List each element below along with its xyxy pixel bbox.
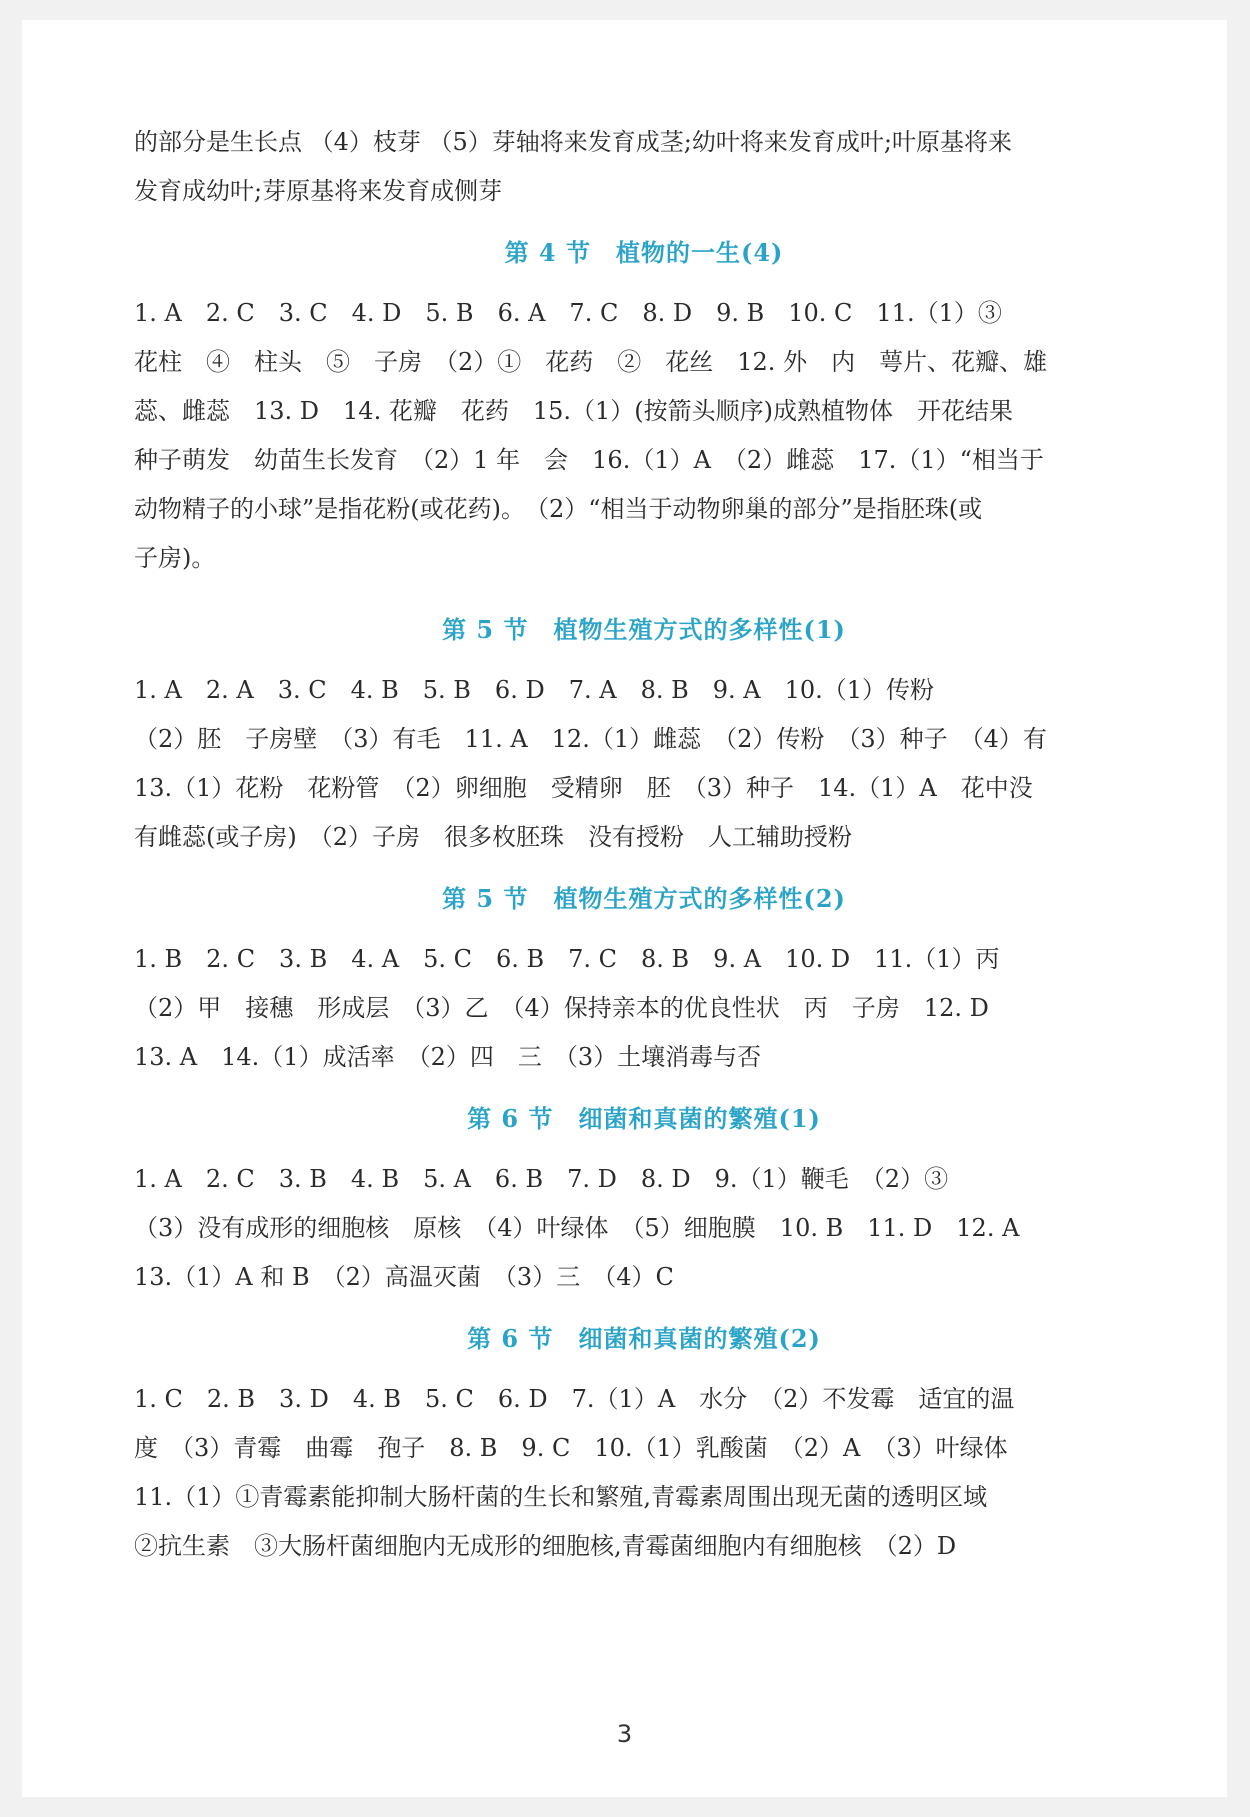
answer-line: 蕊、雌蕊 13. D 14. 花瓣 花药 15.（1）(按箭头顺序)成熟植物体 开花结果	[134, 397, 1013, 425]
section-heading: 第 5 节 植物生殖方式的多样性(1)	[442, 615, 846, 644]
section-5-2	[134, 862, 1154, 1082]
answer-page	[22, 20, 1227, 1797]
answer-line: 动物精子的小球”是指花粉(或花药)。 （2）“相当于动物卵巢的部分”是指胚珠(或	[134, 495, 983, 523]
answer-line: 度 （3）青霉 曲霉 孢子 8. B 9. C 10.（1）乳酸菌 （2）A （3）叶绿体	[134, 1434, 1008, 1462]
intro-paragraph	[134, 118, 1154, 216]
answer-line: 花柱 ④ 柱头 ⑤ 子房 （2）① 花药 ② 花丝 12. 外 内 萼片、花瓣、雄	[134, 348, 1048, 376]
section-heading: 第 4 节 植物的一生(4)	[504, 238, 784, 267]
answer-line: 1. C 2. B 3. D 4. B 5. C 6. D 7.（1）A 水分 （2）不发霉 适宜的温	[134, 1385, 1015, 1413]
answer-line: （2）甲 接穗 形成层 （3）乙 （4）保持亲本的优良性状 丙 子房 12. D	[134, 994, 989, 1022]
section-6-1	[134, 1082, 1154, 1302]
answer-line: 1. A 2. A 3. C 4. B 5. B 6. D 7. A 8. B 9. A 10.（1）传粉	[134, 676, 935, 704]
section-heading: 第 6 节 细菌和真菌的繁殖(2)	[467, 1324, 821, 1353]
page-content	[134, 118, 1154, 1571]
section-heading: 第 5 节 植物生殖方式的多样性(2)	[442, 884, 846, 913]
answer-line: （2）胚 子房壁 （3）有毛 11. A 12.（1）雌蕊 （2）传粉 （3）种子 （4）有	[134, 725, 1047, 753]
answer-line: 种子萌发 幼苗生长发育 （2）1 年 会 16.（1）A （2）雌蕊 17.（1）“相当于	[134, 446, 1044, 474]
answer-line: 1. B 2. C 3. B 4. A 5. C 6. B 7. C 8. B 9. A 10. D 11.（1）丙	[134, 945, 1000, 973]
section-5-1	[134, 593, 1154, 862]
answer-line: ②抗生素 ③大肠杆菌细胞内无成形的细胞核,青霉菌细胞内有细胞核 （2）D	[134, 1532, 957, 1560]
answer-line: 1. A 2. C 3. B 4. B 5. A 6. B 7. D 8. D 9.（1）鞭毛 （2）③	[134, 1165, 949, 1193]
page-number: 3	[616, 1720, 633, 1748]
section-heading: 第 6 节 细菌和真菌的繁殖(1)	[467, 1104, 821, 1133]
answer-line: 11.（1）①青霉素能抑制大肠杆菌的生长和繁殖,青霉素周围出现无菌的透明区域	[134, 1483, 988, 1511]
section-6-2	[134, 1302, 1154, 1571]
answer-line: （3）没有成形的细胞核 原核 （4）叶绿体 （5）细胞膜 10. B 11. D 12. A	[134, 1214, 1020, 1242]
answer-line: 13.（1）A 和 B （2）高温灭菌 （3）三 （4）C	[134, 1263, 674, 1291]
answer-line: 13. A 14.（1）成活率 （2）四 三 （3）土壤消毒与否	[134, 1043, 762, 1071]
answer-line: 13.（1）花粉 花粉管 （2）卵细胞 受精卵 胚 （3）种子 14.（1）A 花中没	[134, 774, 1033, 802]
answer-line: 1. A 2. C 3. C 4. D 5. B 6. A 7. C 8. D 9. B 10. C 11.（1）③	[134, 299, 1002, 327]
text-line: 发育成幼叶;芽原基将来发育成侧芽	[134, 177, 503, 205]
answer-line: 子房)。	[134, 544, 216, 572]
answer-line: 有雌蕊(或子房) （2）子房 很多枚胚珠 没有授粉 人工辅助授粉	[134, 823, 852, 851]
text-line: 的部分是生长点 （4）枝芽 （5）芽轴将来发育成茎;幼叶将来发育成叶;叶原基将来	[134, 128, 1012, 156]
section-4-4	[134, 216, 1154, 583]
